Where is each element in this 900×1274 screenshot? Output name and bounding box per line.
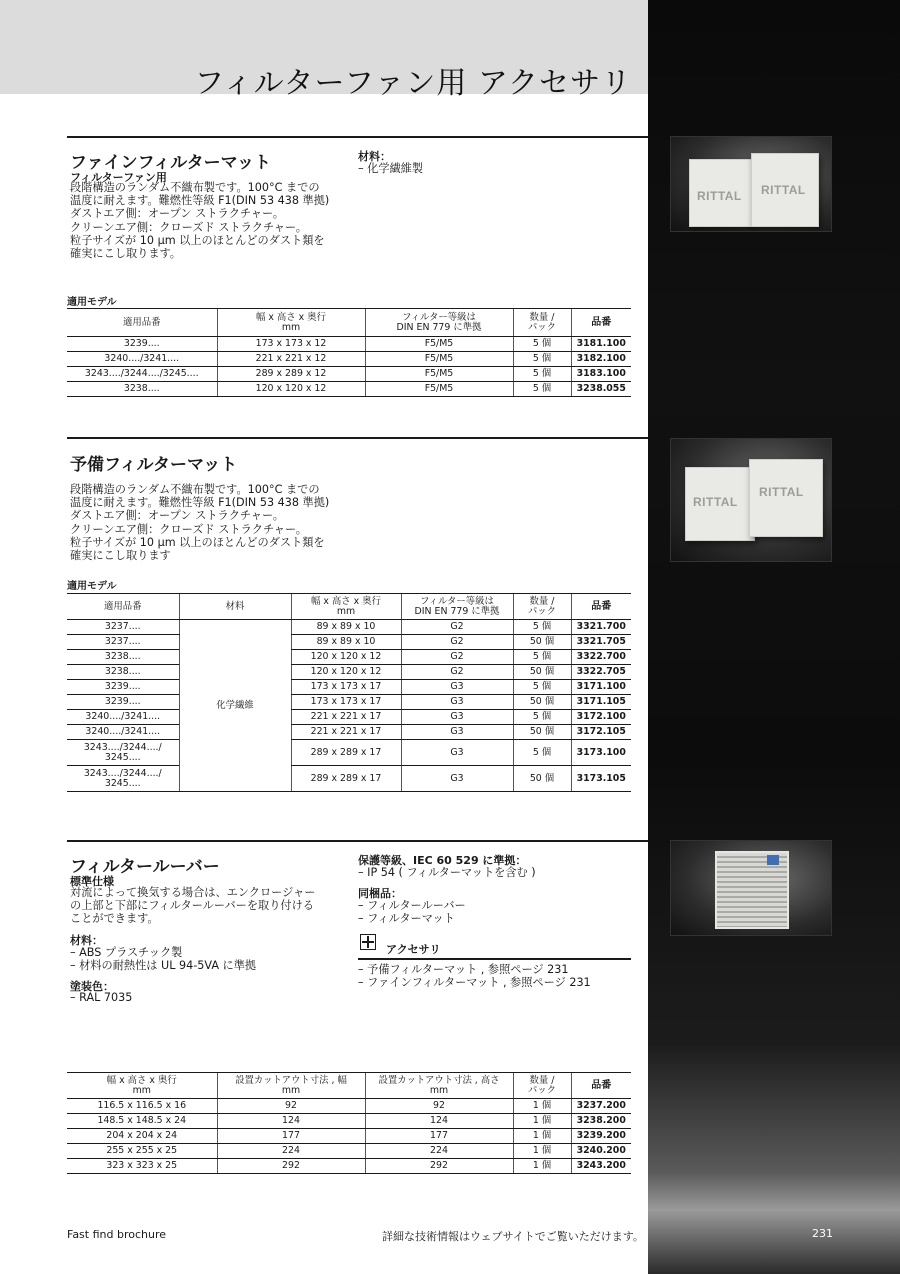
column-header: 数量 / パック [513, 309, 571, 337]
table-cell: 3239.... [67, 337, 217, 352]
table-cell: 173 x 173 x 17 [291, 695, 401, 710]
filter-louver-photo [670, 840, 832, 936]
table-cell: 5 個 [513, 680, 571, 695]
louver-subtitle: 標準仕様 [70, 875, 114, 888]
models-label: 適用モデル [67, 581, 117, 592]
table-cell: 289 x 289 x 17 [291, 740, 401, 766]
table-cell: 148.5 x 148.5 x 24 [67, 1114, 217, 1129]
table-cell: 177 [217, 1129, 365, 1144]
table-cell: 3243..../3244..../ 3245.... [67, 766, 179, 792]
column-header: フィルター等級は DIN EN 779 に準拠 [365, 309, 513, 337]
table-cell: 5 個 [513, 337, 571, 352]
column-header: フィルター等級は DIN EN 779 に準拠 [401, 594, 513, 620]
table-row [67, 680, 631, 695]
text-line: 確実にこし取ります。 [70, 247, 181, 261]
models-label: 適用モデル [67, 297, 117, 308]
table-cell: G3 [401, 725, 513, 740]
included-list [358, 899, 466, 925]
table-cell: 3172.105 [571, 725, 631, 740]
louver-description [70, 886, 315, 926]
table-cell: 177 [365, 1129, 513, 1144]
table-row [67, 725, 631, 740]
table-cell: 3240..../3241.... [67, 710, 179, 725]
column-header: 幅 x 高さ x 奥行 mm [67, 1073, 217, 1099]
table-cell: 3321.700 [571, 620, 631, 635]
column-header: 設置カットアウト寸法 , 幅 mm [217, 1073, 365, 1099]
table-row [67, 1144, 631, 1159]
table-row [67, 1129, 631, 1144]
text-line: クリーンエア側：クローズド ストラクチャー。 [70, 522, 307, 536]
table-cell: 3182.100 [571, 352, 631, 367]
column-header: 材料 [179, 594, 291, 620]
table-cell: 3243.200 [571, 1159, 631, 1174]
text-line: 温度に耐えます。難燃性等級 F1(DIN 53 438 準拠) [70, 496, 330, 510]
column-header: 数量 / パック [513, 594, 571, 620]
table-header-row [67, 594, 631, 620]
table-cell: 3171.100 [571, 680, 631, 695]
table-cell: 50 個 [513, 635, 571, 650]
table-cell: 5 個 [513, 352, 571, 367]
footer-website-note: 詳細な技術情報はウェブサイトでご覧いただけます。 [382, 1230, 644, 1243]
list-item: – 予備フィルターマット , 参照ページ 231 [358, 963, 569, 976]
table-row [67, 1114, 631, 1129]
table-row [67, 710, 631, 725]
table-cell: F5/M5 [365, 382, 513, 397]
table-cell: 5 個 [513, 710, 571, 725]
table-row [67, 352, 631, 367]
table-cell: 3243..../3244..../ 3245.... [67, 740, 179, 766]
table-cell: 50 個 [513, 725, 571, 740]
protection-item: – IP 54 ( フィルターマットを含む ) [358, 866, 536, 879]
table-row [67, 635, 631, 650]
table-cell: 3321.705 [571, 635, 631, 650]
table-cell: 3237.... [67, 620, 179, 635]
louver-table [67, 1072, 631, 1174]
section-divider [67, 840, 648, 842]
material-item: – 化学繊維製 [358, 162, 424, 175]
list-item: – フィルターマット [358, 912, 455, 926]
table-cell: 120 x 120 x 12 [217, 382, 365, 397]
text-line: 粒子サイズが 10 μm 以上のほとんどのダスト類を [70, 233, 325, 247]
column-header: 品番 [571, 594, 631, 620]
table-cell: 221 x 221 x 12 [217, 352, 365, 367]
table-cell: F5/M5 [365, 367, 513, 382]
table-cell: 292 [365, 1159, 513, 1174]
table-cell: 224 [217, 1144, 365, 1159]
table-cell: G3 [401, 680, 513, 695]
table-cell: 3173.100 [571, 740, 631, 766]
table-cell: G2 [401, 635, 513, 650]
table-cell: 5 個 [513, 620, 571, 635]
table-cell: 173 x 173 x 17 [291, 680, 401, 695]
table-cell: 323 x 323 x 25 [67, 1159, 217, 1174]
table-cell: 292 [217, 1159, 365, 1174]
list-item: – ABS プラスチック製 [70, 946, 183, 959]
table-cell: 289 x 289 x 12 [217, 367, 365, 382]
table-header-row [67, 1073, 631, 1099]
table-cell: 3239.... [67, 695, 179, 710]
table-cell: F5/M5 [365, 337, 513, 352]
spare-filter-title: 予備フィルターマット [70, 455, 238, 475]
material-label: 材料： [70, 934, 103, 947]
column-header: 設置カットアウト寸法 , 高さ mm [365, 1073, 513, 1099]
table-cell: 3238.200 [571, 1114, 631, 1129]
logo-badge-icon [767, 855, 779, 865]
list-item: – ファインフィルターマット , 参照ページ 231 [358, 976, 591, 990]
table-cell: 92 [217, 1099, 365, 1114]
table-cell: 3322.705 [571, 665, 631, 680]
page-number: 231 [812, 1227, 833, 1240]
table-cell: 221 x 221 x 17 [291, 710, 401, 725]
table-cell: F5/M5 [365, 352, 513, 367]
list-item: – 材料の耐熱性は UL 94-5VA に準拠 [70, 959, 257, 973]
table-cell: 89 x 89 x 10 [291, 620, 401, 635]
table-cell: 1 個 [513, 1144, 571, 1159]
louver-title: フィルタールーバー [70, 857, 220, 877]
table-row [67, 382, 631, 397]
table-row [67, 1159, 631, 1174]
table-cell: 1 個 [513, 1159, 571, 1174]
material-label: 材料： [358, 150, 391, 163]
table-cell: 120 x 120 x 12 [291, 650, 401, 665]
column-header: 品番 [571, 309, 631, 337]
table-row [67, 650, 631, 665]
table-cell: G3 [401, 695, 513, 710]
table-row [67, 766, 631, 792]
column-header: 品番 [571, 1073, 631, 1099]
table-cell: 50 個 [513, 665, 571, 680]
text-line: 対流によって換気する場合は、エンクロージャー [70, 886, 316, 899]
color-label: 塗装色： [70, 980, 114, 993]
text-line: ダストエア側：オープン ストラクチャー。 [70, 509, 284, 523]
column-header: 数量 / パック [513, 1073, 571, 1099]
protection-label: 保護等級、IEC 60 529 に準拠： [358, 854, 527, 867]
table-cell: 50 個 [513, 695, 571, 710]
text-line: 段階構造のランダム不織布製です。100°C までの [70, 483, 320, 496]
table-cell: 50 個 [513, 766, 571, 792]
table-cell: 3240.200 [571, 1144, 631, 1159]
table-cell: 3239.... [67, 680, 179, 695]
text-line: 確実にこし取ります [70, 549, 171, 563]
table-cell: 5 個 [513, 740, 571, 766]
fine-filter-mat-photo [670, 136, 832, 232]
table-row [67, 367, 631, 382]
table-cell: 3183.100 [571, 367, 631, 382]
text-line: ことができます。 [70, 912, 159, 926]
table-cell: 3240..../3241.... [67, 725, 179, 740]
table-cell: 3240..../3241.... [67, 352, 217, 367]
table-cell: 1 個 [513, 1129, 571, 1144]
column-header: 幅 x 高さ x 奥行 mm [217, 309, 365, 337]
table-cell: 3238.... [67, 665, 179, 680]
table-cell: 221 x 221 x 17 [291, 725, 401, 740]
table-cell: 3238.... [67, 650, 179, 665]
footer-brochure-label: Fast find brochure [67, 1228, 167, 1241]
spare-filter-table [67, 593, 631, 792]
table-cell: 289 x 289 x 17 [291, 766, 401, 792]
table-cell: 3237.200 [571, 1099, 631, 1114]
text-line: の上部と下部にフィルタールーバーを取り付ける [70, 899, 314, 913]
table-row [67, 337, 631, 352]
table-cell: 3239.200 [571, 1129, 631, 1144]
brand-logo-text: RITTAL [697, 189, 742, 203]
text-line: 粒子サイズが 10 μm 以上のほとんどのダスト類を [70, 535, 325, 549]
table-cell: 1 個 [513, 1099, 571, 1114]
table-cell: 1 個 [513, 1114, 571, 1129]
table-row [67, 695, 631, 710]
spare-filter-description [70, 483, 329, 562]
table-cell: 92 [365, 1099, 513, 1114]
table-cell: 255 x 255 x 25 [67, 1144, 217, 1159]
table-row [67, 1099, 631, 1114]
table-cell: G3 [401, 766, 513, 792]
table-cell: 3243..../3244..../3245.... [67, 367, 217, 382]
accessories-list [358, 963, 591, 989]
text-line: 段階構造のランダム不織布製です。100°C までの [70, 181, 320, 194]
table-cell: 120 x 120 x 12 [291, 665, 401, 680]
table-cell: 89 x 89 x 10 [291, 635, 401, 650]
table-cell: 204 x 204 x 24 [67, 1129, 217, 1144]
material-cell: 化学繊維 [179, 620, 291, 792]
table-cell: G2 [401, 650, 513, 665]
plus-icon [360, 934, 376, 950]
table-cell: 5 個 [513, 650, 571, 665]
color-item: – RAL 7035 [70, 991, 133, 1004]
text-line: クリーンエア側：クローズド ストラクチャー。 [70, 220, 307, 234]
section-divider [67, 437, 648, 439]
table-cell: 3181.100 [571, 337, 631, 352]
table-cell: 5 個 [513, 367, 571, 382]
fine-filter-table [67, 308, 631, 397]
included-label: 同梱品： [358, 887, 402, 900]
table-row [67, 665, 631, 680]
table-cell: 3322.700 [571, 650, 631, 665]
table-row [67, 620, 631, 635]
table-cell: 3171.105 [571, 695, 631, 710]
text-line: 温度に耐えます。難燃性等級 F1(DIN 53 438 準拠) [70, 194, 330, 208]
section-divider [67, 136, 648, 138]
spare-filter-mat-photo [670, 438, 832, 562]
table-header-row [67, 309, 631, 337]
table-cell: G2 [401, 620, 513, 635]
text-line: ダストエア側：オープン ストラクチャー。 [70, 207, 284, 221]
brand-logo-text: RITTAL [761, 183, 806, 197]
fine-filter-description [70, 181, 329, 260]
brand-logo-text: RITTAL [693, 495, 738, 509]
table-cell: 3238.... [67, 382, 217, 397]
table-cell: 3172.100 [571, 710, 631, 725]
table-row [67, 740, 631, 766]
table-cell: 5 個 [513, 382, 571, 397]
column-header: 幅 x 高さ x 奥行 mm [291, 594, 401, 620]
table-cell: 124 [217, 1114, 365, 1129]
table-cell: G2 [401, 665, 513, 680]
table-cell: 3238.055 [571, 382, 631, 397]
accessories-label: アクセサリ [386, 943, 441, 956]
table-cell: 116.5 x 116.5 x 16 [67, 1099, 217, 1114]
table-cell: 224 [365, 1144, 513, 1159]
table-cell: 3237.... [67, 635, 179, 650]
table-cell: G3 [401, 740, 513, 766]
column-header: 適用品番 [67, 309, 217, 337]
table-cell: G3 [401, 710, 513, 725]
table-cell: 173 x 173 x 12 [217, 337, 365, 352]
fine-filter-subtitle: フィルターファン用 [70, 171, 167, 184]
page-title: フィルターファン用 アクセサリ [194, 66, 632, 101]
fine-filter-title: ファインフィルターマット [70, 153, 271, 173]
table-cell: 124 [365, 1114, 513, 1129]
accessories-divider [358, 958, 631, 960]
list-item: – フィルタールーバー [358, 899, 466, 912]
material-list [70, 946, 256, 972]
table-cell: 3173.105 [571, 766, 631, 792]
column-header: 適用品番 [67, 594, 179, 620]
brand-logo-text: RITTAL [759, 485, 804, 499]
